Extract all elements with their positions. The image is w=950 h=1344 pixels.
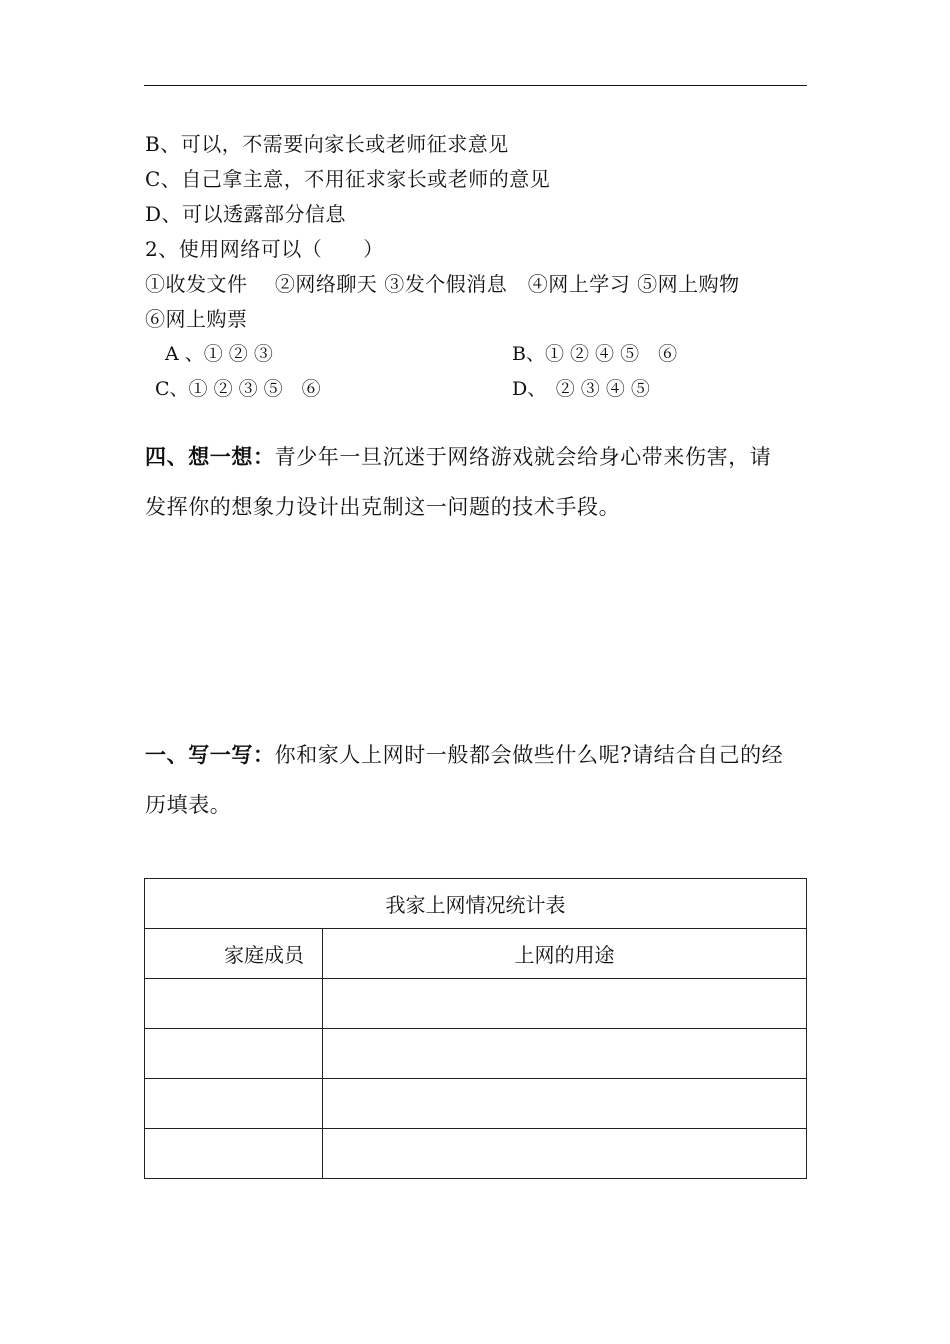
- section-1-label: 一、写一写：: [145, 742, 275, 767]
- section-1-text: 你和家人上网时一般都会做些什么呢?请结合自己的经: [274, 743, 784, 767]
- header-family-member: 家庭成员: [145, 929, 323, 979]
- question-2-option-d: D、 ② ③ ④ ⑤: [512, 378, 650, 400]
- usage-cell[interactable]: [323, 1129, 807, 1179]
- table-header-row: [145, 929, 807, 979]
- member-cell[interactable]: [145, 1079, 323, 1129]
- question-2-option-a: A 、① ② ③: [165, 343, 273, 365]
- question-2-items-cont: ⑥网上购票: [145, 307, 248, 331]
- header-usage: 上网的用途: [323, 929, 807, 979]
- table-row: [145, 979, 807, 1029]
- member-cell[interactable]: [145, 979, 323, 1029]
- table-row: [145, 1129, 807, 1179]
- usage-cell[interactable]: [323, 1079, 807, 1129]
- usage-cell[interactable]: [323, 979, 807, 1029]
- section-4-label: 四、想一想：: [145, 444, 275, 469]
- section-4-line-1: [145, 444, 771, 470]
- table-row: [145, 1079, 807, 1129]
- table-title: 我家上网情况统计表: [145, 879, 807, 929]
- mc-option-b: B、可以，不需要向家长或老师征求意见: [145, 132, 509, 156]
- question-2-stem: 2、使用网络可以（ ）: [145, 237, 384, 261]
- question-2-option-b: B、① ② ④ ⑤ ⑥: [512, 343, 678, 365]
- mc-option-c: C、自己拿主意，不用征求家长或老师的意见: [145, 167, 551, 191]
- question-2-items: ①收发文件 ②网络聊天 ③发个假消息 ④网上学习 ⑤网上购物: [145, 272, 740, 296]
- question-2-option-c: C、① ② ③ ⑤ ⑥: [155, 378, 321, 400]
- section-1-line-2: 历填表。: [145, 793, 232, 817]
- table-title-row: [145, 879, 807, 929]
- section-4-line-2: 发挥你的想象力设计出克制这一问题的技术手段。: [145, 495, 621, 519]
- section-1-line-1: [145, 742, 783, 768]
- table-row: [145, 1029, 807, 1079]
- mc-option-d: D、可以透露部分信息: [145, 202, 347, 226]
- member-cell[interactable]: [145, 1029, 323, 1079]
- section-4-text: 青少年一旦沉迷于网络游戏就会给身心带来伤害，请: [274, 445, 772, 469]
- internet-usage-table: [144, 878, 807, 1179]
- header-rule: [144, 85, 807, 86]
- member-cell[interactable]: [145, 1129, 323, 1179]
- usage-cell[interactable]: [323, 1029, 807, 1079]
